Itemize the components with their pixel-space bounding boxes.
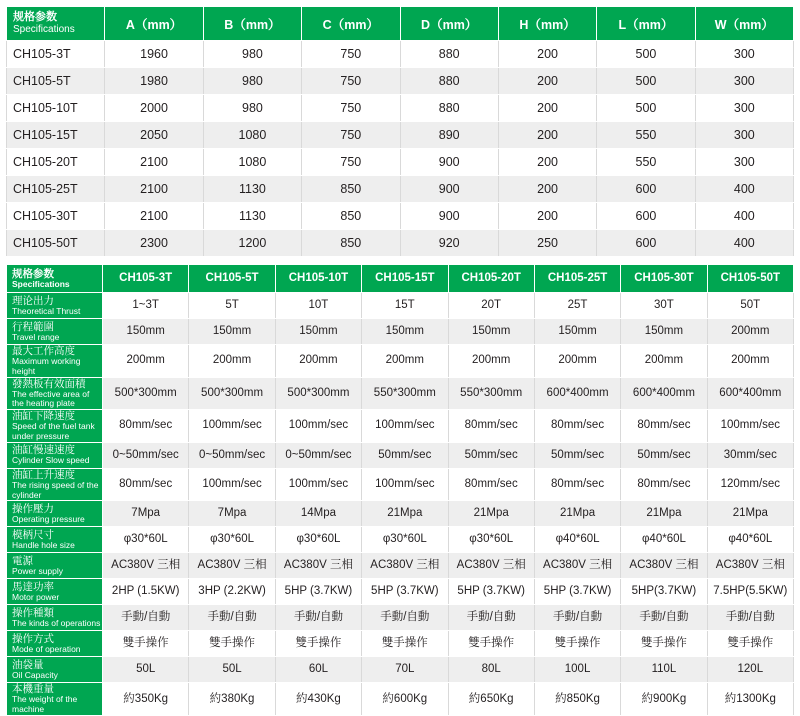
row-header-en: Cylinder Slow speed bbox=[12, 455, 90, 466]
cell: 120L bbox=[707, 657, 793, 683]
cell: 手動/自動 bbox=[275, 605, 361, 631]
cell: 50mm/sec bbox=[362, 442, 448, 468]
cell: 50T bbox=[707, 293, 793, 319]
cell: φ40*60L bbox=[621, 527, 707, 553]
cell: 約1300Kg bbox=[707, 683, 793, 716]
cell: AC380V 三相 bbox=[621, 553, 707, 579]
cell: 10T bbox=[275, 293, 361, 319]
cell-w: 300 bbox=[695, 149, 793, 176]
cell: 約600Kg bbox=[362, 683, 448, 716]
cell-a: 2100 bbox=[105, 149, 203, 176]
cell: 手動/自動 bbox=[707, 605, 793, 631]
cell: 雙手操作 bbox=[707, 631, 793, 657]
cell: 手動/自動 bbox=[103, 605, 189, 631]
table-row bbox=[7, 605, 794, 631]
row-header-kinds-of-operations bbox=[7, 605, 103, 631]
cell-d: 880 bbox=[400, 68, 498, 95]
row-header-oil-capacity bbox=[7, 657, 103, 683]
cell: 110L bbox=[621, 657, 707, 683]
dimensions-spec-header bbox=[7, 7, 105, 41]
cell: 80mm/sec bbox=[534, 410, 620, 443]
row-header-en: The weight of the machine bbox=[12, 694, 78, 715]
table-row bbox=[7, 501, 794, 527]
cell: 1~3T bbox=[103, 293, 189, 319]
cell-b: 1130 bbox=[203, 203, 301, 230]
cell-c: 750 bbox=[302, 95, 400, 122]
model-header-20t: CH105-20T bbox=[448, 265, 534, 293]
row-header-cn: 操作壓力 bbox=[12, 502, 54, 515]
cell: 150mm bbox=[448, 319, 534, 345]
cell: 70L bbox=[362, 657, 448, 683]
cell: φ30*60L bbox=[275, 527, 361, 553]
row-header-cylinder-rising-speed bbox=[7, 468, 103, 501]
table-row bbox=[7, 95, 794, 122]
spec-corner-header-en: Specifications bbox=[12, 278, 70, 289]
table-row bbox=[7, 631, 794, 657]
cell: 雙手操作 bbox=[621, 631, 707, 657]
cell-l: 600 bbox=[597, 203, 695, 230]
cell-b: 980 bbox=[203, 41, 301, 68]
cell: 雙手操作 bbox=[362, 631, 448, 657]
cell-h: 200 bbox=[498, 176, 596, 203]
table-row bbox=[7, 122, 794, 149]
row-header-machine-weight bbox=[7, 683, 103, 716]
cell-b: 980 bbox=[203, 68, 301, 95]
model-header-50t: CH105-50T bbox=[707, 265, 793, 293]
cell: 約850Kg bbox=[534, 683, 620, 716]
row-header-cn: 最大工作高度 bbox=[12, 345, 75, 357]
cell: 500*300mm bbox=[275, 377, 361, 410]
cell: φ30*60L bbox=[448, 527, 534, 553]
cell: 200mm bbox=[362, 345, 448, 378]
cell-w: 300 bbox=[695, 68, 793, 95]
cell: AC380V 三相 bbox=[189, 553, 275, 579]
row-header-mode-of-operation bbox=[7, 631, 103, 657]
row-header-motor-power bbox=[7, 579, 103, 605]
cell: 21Mpa bbox=[448, 501, 534, 527]
cell: 200mm bbox=[275, 345, 361, 378]
cell: 30T bbox=[621, 293, 707, 319]
cell: AC380V 三相 bbox=[707, 553, 793, 579]
cell-a: 2100 bbox=[105, 176, 203, 203]
cell: 21Mpa bbox=[621, 501, 707, 527]
column-header-l: L（mm） bbox=[597, 7, 695, 41]
cell: 雙手操作 bbox=[534, 631, 620, 657]
cell: 100mm/sec bbox=[362, 468, 448, 501]
cell: 雙手操作 bbox=[189, 631, 275, 657]
cell: φ30*60L bbox=[362, 527, 448, 553]
table-row bbox=[7, 176, 794, 203]
row-header-heating-plate-area bbox=[7, 377, 103, 410]
dimensions-table-body bbox=[7, 41, 794, 257]
cell: 80mm/sec bbox=[448, 468, 534, 501]
cell: 14Mpa bbox=[275, 501, 361, 527]
model-name: CH105-10T bbox=[7, 95, 105, 122]
model-header-10t: CH105-10T bbox=[275, 265, 361, 293]
cell: 0~50mm/sec bbox=[275, 442, 361, 468]
specifications-table-header bbox=[7, 265, 794, 293]
cell-c: 850 bbox=[302, 176, 400, 203]
cell-d: 900 bbox=[400, 203, 498, 230]
cell-w: 400 bbox=[695, 203, 793, 230]
cell-a: 2050 bbox=[105, 122, 203, 149]
row-header-power-supply bbox=[7, 553, 103, 579]
cell-h: 250 bbox=[498, 230, 596, 257]
model-header-3t: CH105-3T bbox=[103, 265, 189, 293]
cell: 500*300mm bbox=[189, 377, 275, 410]
cell: 50L bbox=[103, 657, 189, 683]
cell: 5T bbox=[189, 293, 275, 319]
cell: 5HP (3.7KW) bbox=[448, 579, 534, 605]
cell: 50L bbox=[189, 657, 275, 683]
cell-a: 2100 bbox=[105, 203, 203, 230]
cell: 15T bbox=[362, 293, 448, 319]
column-header-d: D（mm） bbox=[400, 7, 498, 41]
cell: 50mm/sec bbox=[448, 442, 534, 468]
cell: 手動/自動 bbox=[534, 605, 620, 631]
row-header-en: Travel range bbox=[12, 331, 60, 342]
table-row bbox=[7, 683, 794, 716]
cell: 7Mpa bbox=[189, 501, 275, 527]
cell: 手動/自動 bbox=[448, 605, 534, 631]
row-header-handle-hole-size bbox=[7, 527, 103, 553]
cell-l: 500 bbox=[597, 68, 695, 95]
cell-c: 750 bbox=[302, 68, 400, 95]
cell-b: 980 bbox=[203, 95, 301, 122]
cell: 200mm bbox=[621, 345, 707, 378]
cell-c: 750 bbox=[302, 41, 400, 68]
cell: φ40*60L bbox=[534, 527, 620, 553]
row-header-en: Handle hole size bbox=[12, 540, 75, 551]
cell: 約350Kg bbox=[103, 683, 189, 716]
cell: AC380V 三相 bbox=[448, 553, 534, 579]
cell: 200mm bbox=[189, 345, 275, 378]
cell: 7Mpa bbox=[103, 501, 189, 527]
cell: 5HP(3.7KW) bbox=[621, 579, 707, 605]
model-header-25t: CH105-25T bbox=[534, 265, 620, 293]
row-header-cn: 電源 bbox=[12, 554, 33, 567]
cell: 150mm bbox=[534, 319, 620, 345]
cell: AC380V 三相 bbox=[534, 553, 620, 579]
spec-corner-header bbox=[7, 265, 103, 293]
cell: 550*300mm bbox=[448, 377, 534, 410]
row-header-travel-range bbox=[7, 319, 103, 345]
dimensions-table-header bbox=[7, 7, 794, 41]
cell: 80mm/sec bbox=[103, 410, 189, 443]
cell-d: 880 bbox=[400, 95, 498, 122]
cell: φ30*60L bbox=[103, 527, 189, 553]
row-header-cn: 模柄尺寸 bbox=[12, 528, 54, 541]
cell-a: 2300 bbox=[105, 230, 203, 257]
cell: 200mm bbox=[707, 345, 793, 378]
cell: 100mm/sec bbox=[707, 410, 793, 443]
model-name: CH105-30T bbox=[7, 203, 105, 230]
table-header-row bbox=[7, 265, 794, 293]
table-row bbox=[7, 230, 794, 257]
cell-w: 400 bbox=[695, 176, 793, 203]
table-row bbox=[7, 553, 794, 579]
model-name: CH105-50T bbox=[7, 230, 105, 257]
cell: 150mm bbox=[362, 319, 448, 345]
table-row bbox=[7, 468, 794, 501]
cell-d: 900 bbox=[400, 176, 498, 203]
cell: 3HP (2.2KW) bbox=[189, 579, 275, 605]
cell: 550*300mm bbox=[362, 377, 448, 410]
cell: 手動/自動 bbox=[362, 605, 448, 631]
row-header-cn: 操作方式 bbox=[12, 632, 54, 645]
cell: 手動/自動 bbox=[621, 605, 707, 631]
column-header-h: H（mm） bbox=[498, 7, 596, 41]
model-name: CH105-25T bbox=[7, 176, 105, 203]
cell-d: 890 bbox=[400, 122, 498, 149]
table-row bbox=[7, 319, 794, 345]
cell: 600*400mm bbox=[621, 377, 707, 410]
cell: 80mm/sec bbox=[448, 410, 534, 443]
cell: 約430Kg bbox=[275, 683, 361, 716]
table-row bbox=[7, 203, 794, 230]
row-header-cn: 理论出力 bbox=[12, 294, 54, 307]
cell: 100mm/sec bbox=[275, 410, 361, 443]
cell: 120mm/sec bbox=[707, 468, 793, 501]
cell: 約650Kg bbox=[448, 683, 534, 716]
cell: 200mm bbox=[534, 345, 620, 378]
cell: 手動/自動 bbox=[189, 605, 275, 631]
cell: 200mm bbox=[103, 345, 189, 378]
cell: 600*400mm bbox=[707, 377, 793, 410]
cell-b: 1130 bbox=[203, 176, 301, 203]
cell: AC380V 三相 bbox=[275, 553, 361, 579]
table-header-row bbox=[7, 7, 794, 41]
cell: 80mm/sec bbox=[534, 468, 620, 501]
table-row bbox=[7, 527, 794, 553]
cell-b: 1200 bbox=[203, 230, 301, 257]
cell-l: 600 bbox=[597, 230, 695, 257]
table-row bbox=[7, 657, 794, 683]
column-header-a: A（mm） bbox=[105, 7, 203, 41]
table-row bbox=[7, 377, 794, 410]
row-header-en: Maximum working height bbox=[12, 356, 81, 376]
cell: 200mm bbox=[707, 319, 793, 345]
cell: 80mm/sec bbox=[103, 468, 189, 501]
model-name: CH105-3T bbox=[7, 41, 105, 68]
cell: 150mm bbox=[621, 319, 707, 345]
row-header-operating-pressure bbox=[7, 501, 103, 527]
cell-h: 200 bbox=[498, 122, 596, 149]
row-header-cn: 馬達功率 bbox=[12, 580, 54, 593]
cell: 2HP (1.5KW) bbox=[103, 579, 189, 605]
cell: φ30*60L bbox=[189, 527, 275, 553]
row-header-cylinder-slow-speed bbox=[7, 442, 103, 468]
cell-d: 920 bbox=[400, 230, 498, 257]
cell: 21Mpa bbox=[534, 501, 620, 527]
column-header-w: W（mm） bbox=[695, 7, 793, 41]
table-row bbox=[7, 579, 794, 605]
row-header-theoretical-thrust bbox=[7, 293, 103, 319]
cell: 20T bbox=[448, 293, 534, 319]
row-header-en: Theoretical Thrust bbox=[12, 305, 81, 316]
cell-l: 500 bbox=[597, 41, 695, 68]
model-name: CH105-15T bbox=[7, 122, 105, 149]
cell: 21Mpa bbox=[362, 501, 448, 527]
row-header-cn: 行程範圍 bbox=[12, 320, 54, 333]
cell: 80L bbox=[448, 657, 534, 683]
row-header-cn: 油袋量 bbox=[12, 658, 44, 671]
cell-c: 750 bbox=[302, 122, 400, 149]
row-header-cn: 油缸慢速速度 bbox=[12, 444, 75, 457]
cell: 150mm bbox=[103, 319, 189, 345]
table-row bbox=[7, 410, 794, 443]
cell-h: 200 bbox=[498, 68, 596, 95]
cell-h: 200 bbox=[498, 41, 596, 68]
cell: 150mm bbox=[275, 319, 361, 345]
model-name: CH105-5T bbox=[7, 68, 105, 95]
column-header-b: B（mm） bbox=[203, 7, 301, 41]
cell-d: 900 bbox=[400, 149, 498, 176]
table-row bbox=[7, 293, 794, 319]
cell-h: 200 bbox=[498, 95, 596, 122]
table-row bbox=[7, 68, 794, 95]
cell-h: 200 bbox=[498, 203, 596, 230]
cell-d: 880 bbox=[400, 41, 498, 68]
cell: 80mm/sec bbox=[621, 410, 707, 443]
cell-a: 2000 bbox=[105, 95, 203, 122]
cell: 7.5HP(5.5KW) bbox=[707, 579, 793, 605]
cell: 約380Kg bbox=[189, 683, 275, 716]
row-header-en: The rising speed of the cylinder bbox=[12, 479, 99, 500]
dimensions-spec-header-en: Specifications bbox=[13, 24, 75, 36]
cell-c: 850 bbox=[302, 230, 400, 257]
model-name: CH105-20T bbox=[7, 149, 105, 176]
cell: 雙手操作 bbox=[103, 631, 189, 657]
cell: 600*400mm bbox=[534, 377, 620, 410]
cell-l: 550 bbox=[597, 149, 695, 176]
cell: 50mm/sec bbox=[534, 442, 620, 468]
cell: 5HP (3.7KW) bbox=[534, 579, 620, 605]
cell-c: 850 bbox=[302, 203, 400, 230]
cell: 500*300mm bbox=[103, 377, 189, 410]
cell: 100mm/sec bbox=[362, 410, 448, 443]
dimensions-table bbox=[6, 6, 794, 257]
cell-l: 550 bbox=[597, 122, 695, 149]
dimensions-spec-header-cn: 规格参数 bbox=[13, 11, 57, 24]
specifications-table bbox=[6, 264, 794, 716]
cell-w: 300 bbox=[695, 122, 793, 149]
table-row bbox=[7, 149, 794, 176]
cell-a: 1980 bbox=[105, 68, 203, 95]
cell: 0~50mm/sec bbox=[103, 442, 189, 468]
cell: 5HP (3.7KW) bbox=[362, 579, 448, 605]
cell: 80mm/sec bbox=[621, 468, 707, 501]
row-header-en: Operating pressure bbox=[12, 514, 85, 525]
row-header-cn: 油缸下降速度 bbox=[12, 410, 75, 423]
cell-w: 300 bbox=[695, 95, 793, 122]
row-header-en: Motor power bbox=[12, 592, 60, 603]
cell: φ40*60L bbox=[707, 527, 793, 553]
cell: 5HP (3.7KW) bbox=[275, 579, 361, 605]
row-header-cn: 操作種類 bbox=[12, 606, 54, 619]
row-header-cn: 發熱板有效面積 bbox=[12, 377, 86, 390]
cell: 150mm bbox=[189, 319, 275, 345]
cell: 100L bbox=[534, 657, 620, 683]
table-row bbox=[7, 41, 794, 68]
row-header-en: Speed of the fuel tank under pressure bbox=[12, 421, 95, 442]
cell: 0~50mm/sec bbox=[189, 442, 275, 468]
cell: 雙手操作 bbox=[275, 631, 361, 657]
row-header-cylinder-down-speed bbox=[7, 410, 103, 443]
cell: 50mm/sec bbox=[621, 442, 707, 468]
model-header-15t: CH105-15T bbox=[362, 265, 448, 293]
model-header-5t: CH105-5T bbox=[189, 265, 275, 293]
cell: 30mm/sec bbox=[707, 442, 793, 468]
cell-c: 750 bbox=[302, 149, 400, 176]
cell: 21Mpa bbox=[707, 501, 793, 527]
row-header-en: The kinds of operations bbox=[12, 618, 101, 629]
cell: AC380V 三相 bbox=[103, 553, 189, 579]
row-header-en: Oil Capacity bbox=[12, 670, 58, 681]
row-header-en: The effective area of the heating plate bbox=[12, 388, 90, 409]
cell: AC380V 三相 bbox=[362, 553, 448, 579]
cell-w: 400 bbox=[695, 230, 793, 257]
row-header-cn: 油缸上升速度 bbox=[12, 468, 75, 481]
row-header-en: Power supply bbox=[12, 566, 64, 577]
cell-w: 300 bbox=[695, 41, 793, 68]
cell: 100mm/sec bbox=[275, 468, 361, 501]
cell: 200mm bbox=[448, 345, 534, 378]
cell-a: 1960 bbox=[105, 41, 203, 68]
model-header-30t: CH105-30T bbox=[621, 265, 707, 293]
row-header-en: Mode of operation bbox=[12, 644, 81, 655]
column-header-c: C（mm） bbox=[302, 7, 400, 41]
cell: 100mm/sec bbox=[189, 468, 275, 501]
row-header-cn: 本機重量 bbox=[12, 683, 54, 696]
spec-corner-header-cn: 规格参数 bbox=[12, 267, 54, 280]
cell: 60L bbox=[275, 657, 361, 683]
table-row bbox=[7, 442, 794, 468]
specifications-table-body bbox=[7, 293, 794, 716]
cell: 100mm/sec bbox=[189, 410, 275, 443]
cell: 25T bbox=[534, 293, 620, 319]
cell: 雙手操作 bbox=[448, 631, 534, 657]
row-header-max-working-height bbox=[7, 345, 103, 378]
cell-h: 200 bbox=[498, 149, 596, 176]
cell: 約900Kg bbox=[621, 683, 707, 716]
cell-b: 1080 bbox=[203, 122, 301, 149]
cell-l: 600 bbox=[597, 176, 695, 203]
cell-b: 1080 bbox=[203, 149, 301, 176]
cell-l: 500 bbox=[597, 95, 695, 122]
table-row bbox=[7, 345, 794, 378]
